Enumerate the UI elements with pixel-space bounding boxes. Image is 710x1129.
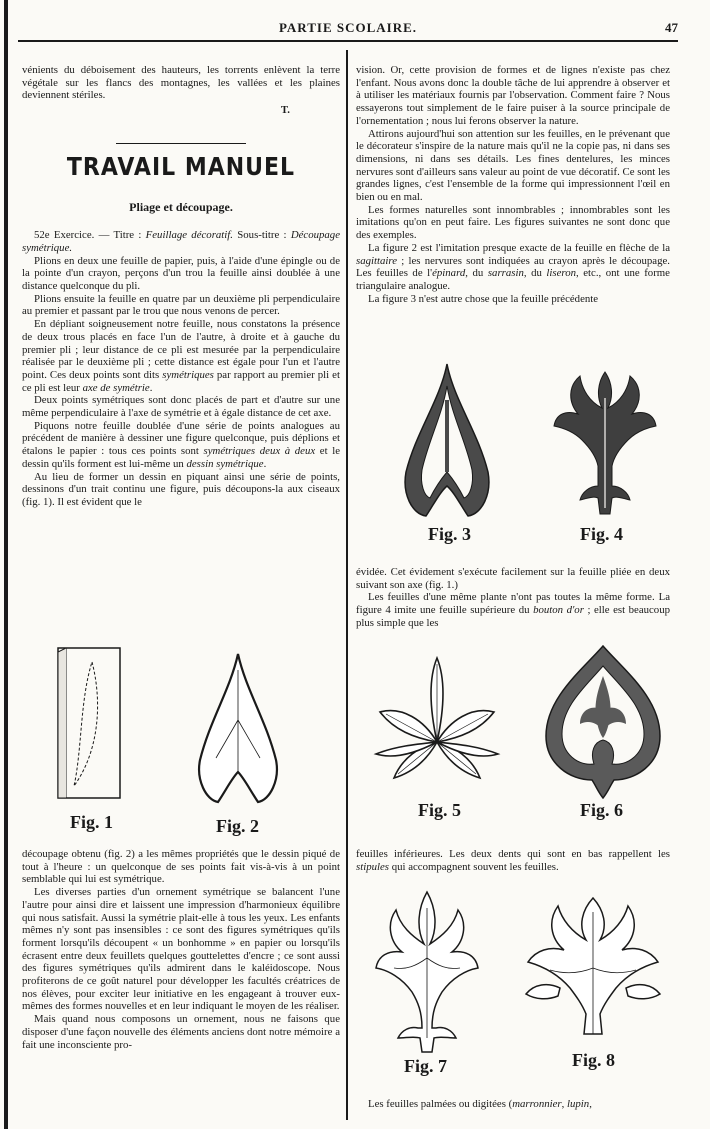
fig2-label: Fig. 2: [216, 816, 259, 836]
fig8-lobed-leaf-illustration: [518, 892, 668, 1042]
paragraph: La figure 2 est l'imitation presque exacte de la feuille en flèche de la sagittaire ; les nervures sont indiquées au crayon après le découpage. Les feuilles de l'épinard, du sarrasin, du liseron, etc., ont une forme triangulaire analogue.: [356, 241, 670, 292]
paragraph: Plions ensuite la feuille en quatre par un deuxième pli perpendiculaire au premier et passant par le trou que nous venons de percer.: [22, 292, 340, 318]
fig7-acanthus-leaf-illustration: [372, 888, 482, 1056]
fig4-buttercup-leaf-illustration: [550, 368, 660, 518]
paragraph: Attirons aujourd'hui son attention sur les feuilles, en le prévenant que le décorateur s'inspire de la nature mais qu'il ne la copie pas, ni dans ses dimensions, ni dans ses détails. Les fines dentelures, les minces nervures sont d'ailleurs sans valeur au point de vue décoratif. Ce sont les grandes lignes, c'est l'ensemble de la forme qui impressionnent l'œil en bien ou en mal.: [356, 127, 670, 204]
left-column-lower: [22, 848, 340, 1051]
right-column-lower: [356, 848, 670, 873]
right-column-last: [356, 1098, 670, 1111]
paragraph: feuilles inférieures. Les deux dents qui sont en bas rappellent les stipules qui accompagnent souvent les feuilles.: [356, 848, 670, 873]
column-divider: [346, 50, 348, 1120]
fig1-label: Fig. 1: [70, 812, 113, 832]
paragraph: Les feuilles palmées ou digitées (marronnier, lupin,: [368, 1098, 592, 1110]
fig4-label: Fig. 4: [580, 524, 623, 544]
exercise-number: 52e Exercice.: [34, 229, 95, 242]
paragraph: vision. Or, cette provision de formes et de lignes n'existe pas chez l'enfant. Nous avons donc la double tâche de lui apprendre à observer et à utiliser les matériaux fournis par l'observation. Comment faire ? Nous essayerons tout simplement de le faire puiser à la source principale de l'ornementation ; nous lui ferons observer la nature.: [356, 64, 670, 127]
right-column-middle: [356, 566, 670, 630]
right-column-upper: [356, 64, 670, 305]
fig2-arrow-leaf-illustration: [188, 650, 288, 810]
fig6-label: Fig. 6: [580, 800, 623, 820]
fig5-label: Fig. 5: [418, 800, 461, 820]
paragraph: Les formes naturelles sont innombrables ; innombrables sont les imitations qu'on en peut faire. Les figures suivantes ne sont donc que des exemples.: [356, 203, 670, 242]
left-column-upper: [22, 64, 340, 509]
page-header: [18, 8, 678, 36]
section-title: TRAVAIL MANUEL: [66, 152, 296, 182]
exercise-heading: 52e Exercice. — Titre : Feuillage décoratif. Sous-titre : Découpage symétrique.: [22, 229, 340, 254]
fig1-folded-paper-illustration: [52, 640, 132, 810]
page-number: 47: [665, 20, 678, 35]
paragraph: découpage obtenu (fig. 2) a les mêmes propriétés que le dessin piqué de tout à l'heure : un quelconque de ses points fait vis-à-vis à un point semblable qui lui est symétrique.: [22, 848, 340, 886]
paragraph: La figure 3 n'est autre chose que la feuille précédente: [368, 292, 599, 305]
paragraph: Les diverses parties d'un ornement symétrique se balancent l'une l'autre pour ainsi dire et laissent une impression d'harmonieux équilibre qui nous satisfait. Aussi la symétrie plait-elle à tous les yeux. Les enfants mêmes n'y sont pas insensibles : ce sont des figures symétriques qu'ils forment lorsqu'ils découpent « un bonhomme » en papier ou lorsqu'ils écrasent entre deux feuillets quelques gouttelettes d'encre ; ce sont aussi des figures symétriques qu'ils admirent dans le kaléidoscope. Nous profiterons de ce goût naturel pour développer les facultés créatrices de nos élèves, pour exciter leur initiative en les engageant à trouver eux-mêmes des formes nouvelles et en leur indiquant le moyen de les réaliser.: [22, 886, 340, 1013]
paragraph: Au lieu de former un dessin en piquant ainsi une série de points, dessinons d'un trait continu une figure, puis découpons-la aux ciseaux (fig. 1). Il est évident que le: [22, 470, 340, 508]
paragraph: Deux points symétriques sont donc placés de part et d'autre sur une même perpendiculaire à l'axe de symétrie et à égale distance de cet axe.: [22, 394, 340, 420]
author-signature: T.: [280, 104, 290, 117]
paragraph: Mais quand nous composons un ornement, nous ne faisons que disposer d'une façon nouvelle des éléments anciens dont notre mémoire a fait une inconsciente pro-: [22, 1013, 340, 1051]
paragraph: Piquons notre feuille doublée d'une série de points analogues au précédent de manière à dessiner une figure quelconque, puis déplions et étalons le papier : tous ces points sont symétriques deux à deux et le dessin qu'ils forment est lui-même un dessin symétrique.: [22, 419, 341, 470]
binding-edge-rule: [4, 0, 8, 1129]
exercise-title: Feuillage décoratif.: [145, 229, 233, 242]
paragraph: En dépliant soigneusement notre feuille, nous constatons la présence de deux trous placés en face l'un de l'autre, à droite et à gauche du premier pli ; leur distance de ce pli est mesurée par la perpendiculaire réalisée par le deuxième pli ; cette distance est égale pour l'un et l'autre point. Ces deux points sont dits symétriques par rapport au premier pli et ce pli est leur axe de symétrie.: [22, 318, 340, 394]
exercise-subtitle: Découpage symétrique.: [22, 229, 340, 254]
fig6-heart-leaf-illustration: [540, 640, 666, 802]
section-subtitle: Pliage et découpage.: [129, 199, 233, 214]
paragraph: évidée. Cet évidement s'exécute facilement sur la feuille pliée en deux suivant son axe (fig. 1.): [356, 566, 670, 591]
paragraph: Les feuilles d'une même plante n'ont pas toutes la même forme. La figure 4 imite une feuille supérieure du bouton d'or ; elle est beaucoup plus simple que les: [356, 591, 670, 629]
running-title: PARTIE SCOLAIRE.: [278, 20, 418, 35]
section-separator: [116, 143, 246, 144]
fig5-palmate-leaf-illustration: [372, 650, 502, 790]
fig3-hollowed-leaf-illustration: [392, 360, 502, 525]
fig8-label: Fig. 8: [572, 1050, 615, 1070]
intro-paragraph: vénients du déboisement des hauteurs, les torrents enlèvent la terre végétale sur les flancs des montagnes, les vallées et les plaines deviennent stériles.: [22, 64, 340, 102]
fig7-label: Fig. 7: [404, 1056, 447, 1076]
header-rule: [18, 40, 678, 42]
paragraph: Plions en deux une feuille de papier, puis, à l'aide d'une épingle ou de la pointe d'un crayon, perçons d'un trou la feuille ainsi doublée à une distance quelconque du pli.: [22, 254, 340, 293]
fig3-label: Fig. 3: [428, 524, 471, 544]
